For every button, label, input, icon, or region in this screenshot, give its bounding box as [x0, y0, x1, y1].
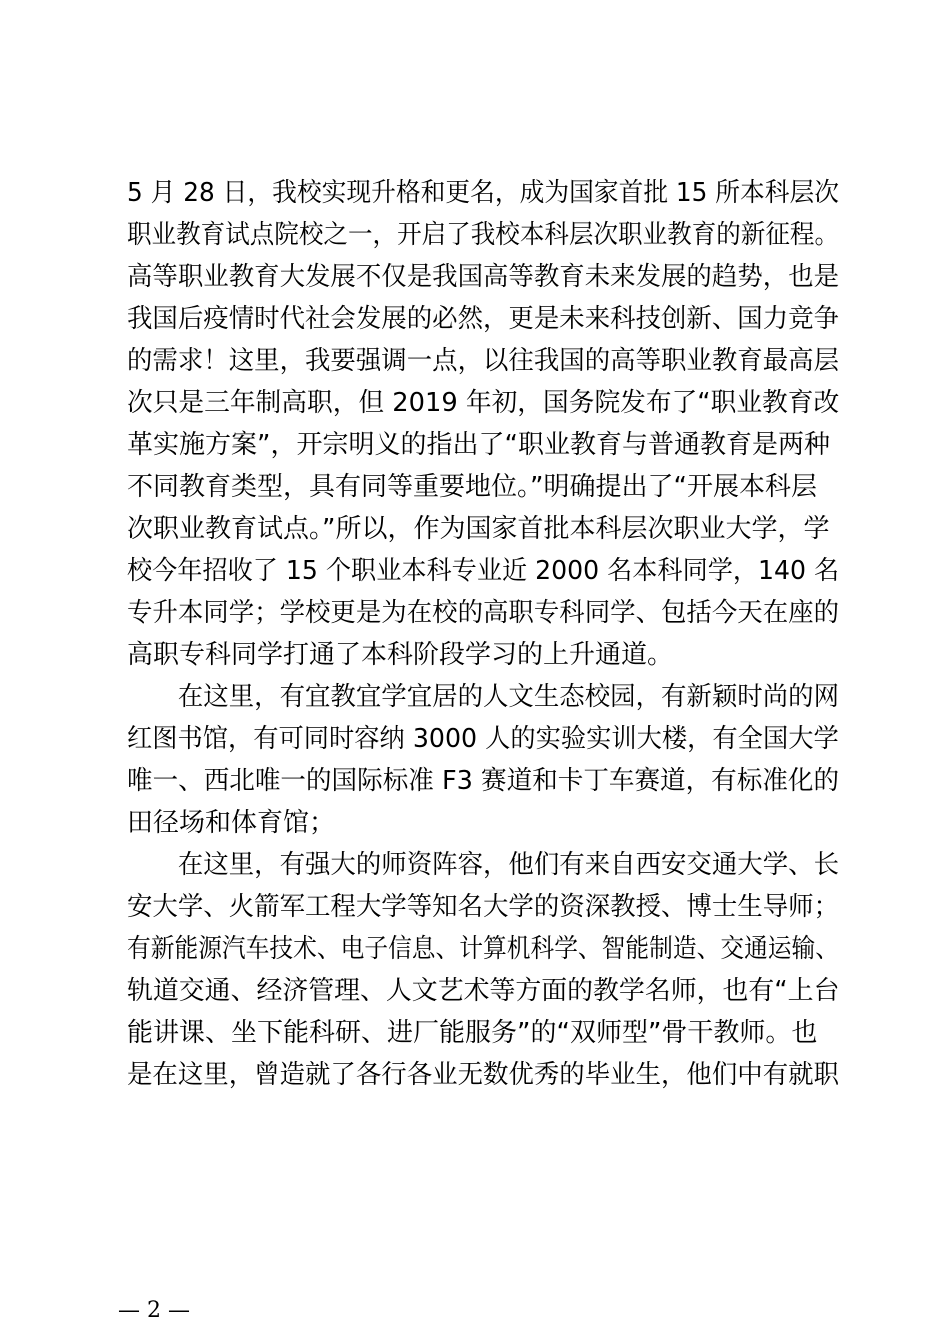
text-line: 我国后疫情时代社会发展的必然，更是未来科技创新、国力竞争 — [127, 304, 840, 334]
text-line: 红图书馆，有可同时容纳 3000 人的实验实训大楼，有全国大学 — [127, 724, 839, 754]
text-line: 次职业教育试点。”所以，作为国家首批本科层次职业大学，学 — [127, 514, 830, 544]
text-line: 能讲课、坐下能科研、进厂能服务”的“双师型”骨干教师。也 — [127, 1018, 818, 1048]
text-line: 在这里，有强大的师资阵容，他们有来自西安交通大学、长 — [127, 850, 840, 880]
page-number: — 2 — — [118, 1298, 190, 1323]
text-line: 职业教育试点院校之一，开启了我校本科层次职业教育的新征程。 — [127, 220, 840, 250]
text-line: 次只是三年制高职，但 2019 年初，国务院发布了“职业教育改 — [127, 388, 840, 418]
text-line: 田径场和体育馆； — [127, 808, 336, 838]
text-line: 革实施方案”，开宗明义的指出了“职业教育与普通教育是两种 — [127, 430, 830, 460]
text-line: 校今年招收了 15 个职业本科专业近 2000 名本科同学，140 名 — [127, 556, 840, 586]
text-line: 的需求！这里，我要强调一点，以往我国的高等职业教育最高层 — [127, 346, 840, 376]
text-line: 专升本同学；学校更是为在校的高职专科同学、包括今天在座的 — [127, 598, 840, 628]
text-line: 5 月 28 日，我校实现升格和更名，成为国家首批 15 所本科层次 — [127, 178, 840, 208]
text-line: 安大学、火箭军工程大学等知名大学的资深教授、博士生导师； — [127, 892, 840, 922]
text-line: 有新能源汽车技术、电子信息、计算机科学、智能制造、交通运输、 — [127, 934, 840, 964]
text-line: 轨道交通、经济管理、人文艺术等方面的教学名师，也有“上台 — [127, 976, 840, 1006]
text-line: 不同教育类型，具有同等重要地位。”明确提出了“开展本科层 — [127, 472, 817, 502]
text-line: 在这里，有宜教宜学宜居的人文生态校园，有新颖时尚的网 — [127, 682, 840, 712]
body-text — [127, 172, 839, 1096]
text-line: 高职专科同学打通了本科阶段学习的上升通道。 — [127, 640, 674, 670]
text-line: 唯一、西北唯一的国际标准 F3 赛道和卡丁车赛道，有标准化的 — [127, 766, 840, 796]
text-line: 高等职业教育大发展不仅是我国高等教育未来发展的趋势，也是 — [127, 262, 840, 292]
text-line: 是在这里，曾造就了各行各业无数优秀的毕业生，他们中有就职 — [127, 1060, 840, 1090]
